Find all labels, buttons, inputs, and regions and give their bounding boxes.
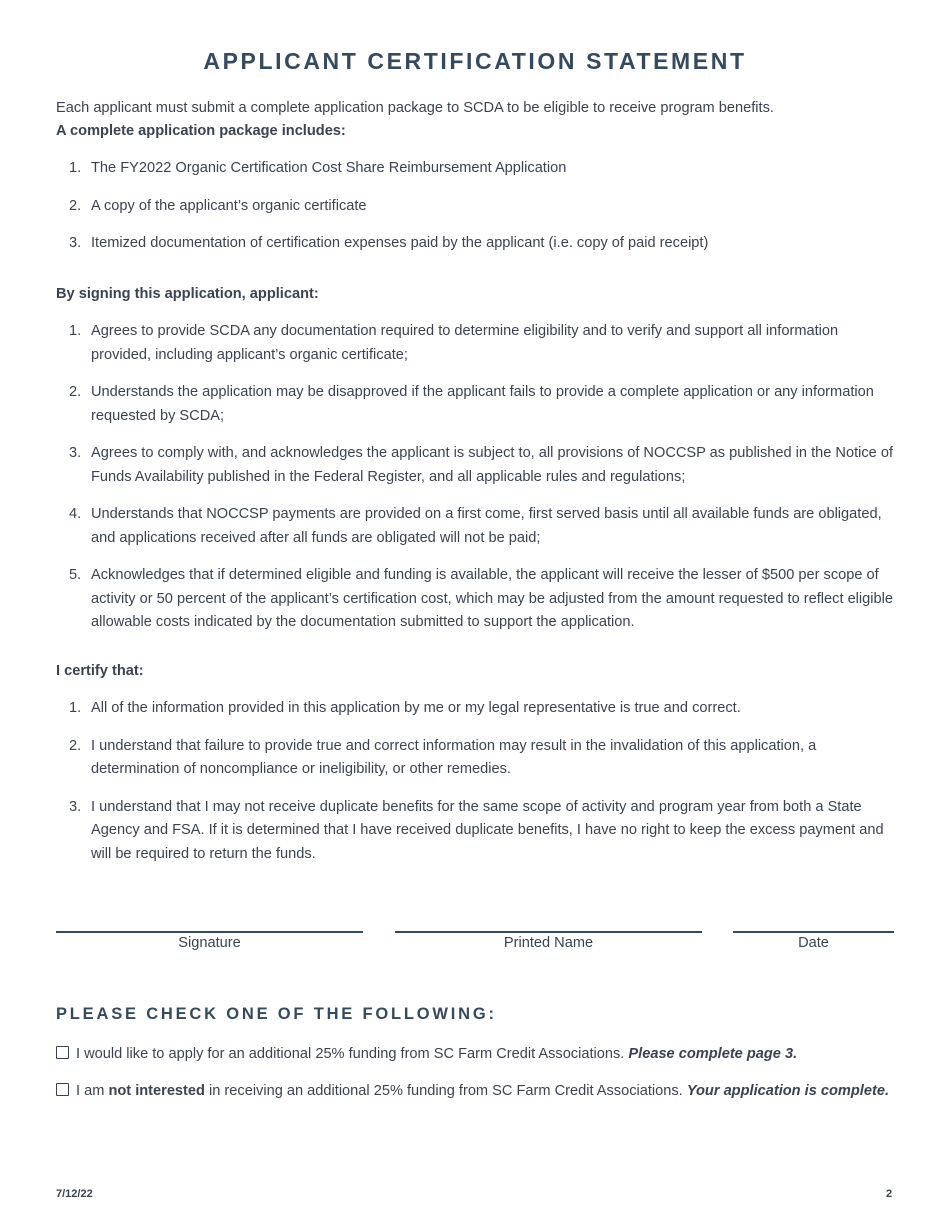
list-item: 3. I understand that I may not receive duplicate benefits for the same scope of activity and program year from both a State Agency and FSA. If it is determined that I have received duplicate benefits, I have no right to keep the excess payment and will be required to return the funds. (69, 798, 884, 862)
signature-label: Signature (178, 935, 241, 951)
footer-date: 7/12/22 (56, 1188, 93, 1200)
signing-heading: By signing this application, applicant: (56, 286, 319, 302)
list-item: 2. A copy of the applicant’s organic certificate (69, 197, 367, 214)
list-item: 4. Understands that NOCCSP payments are provided on a first come, first served basis until all available funds are obligated, and applications received after all funds are obligated will not be paid; (69, 506, 882, 546)
option-not-interested[interactable]: I am not interested in receiving an additional 25% funding from SC Farm Credit Associations. Your application is complete. (56, 1080, 889, 1102)
package-list (56, 157, 901, 256)
signing-list (56, 320, 901, 635)
page-title: APPLICANT CERTIFICATION STATEMENT (203, 48, 747, 74)
checkbox[interactable] (56, 1083, 69, 1096)
certify-heading: I certify that: (56, 663, 144, 679)
list-item: 3. Agrees to comply with, and acknowledges the applicant is subject to, all provisions of NOCCSP as published in the Notice of Funds Availability published in the Federal Register, and all applicable rules and regulations; (69, 445, 894, 485)
list-item: 2. I understand that failure to provide true and correct information may result in the invalidation of this application, a determination of noncompliance or ineligibility, or other remedies. (69, 737, 817, 777)
page-number: 2 (886, 1188, 893, 1200)
package-heading: A complete application package includes: (56, 123, 346, 139)
check-heading: PLEASE CHECK ONE OF THE FOLLOWING: (56, 1005, 497, 1023)
checkbox[interactable] (56, 1046, 69, 1059)
printed-name-label: Printed Name (503, 935, 594, 951)
list-item: 1. All of the information provided in this application by me or my legal representative is true and correct. (69, 700, 741, 716)
date-label: Date (798, 935, 829, 951)
list-item: 3. Itemized documentation of certification expenses paid by the applicant (i.e. copy of paid receipt) (69, 235, 709, 251)
list-item: 2. Understands the application may be disapproved if the applicant fails to provide a complete application or any information requested by SCDA; (69, 384, 874, 424)
intro-text: Each applicant must submit a complete application package to SCDA to be eligible to receive program benefits. (56, 100, 774, 116)
list-item: 1. Agrees to provide SCDA any documentation required to determine eligibility and to verify and support all information provided, including applicant’s organic certificate; (69, 323, 839, 363)
certify-list (56, 697, 901, 866)
list-item: 5. Acknowledges that if determined eligible and funding is available, the applicant will receive the lesser of $500 per scope of activity or 50 percent of the applicant’s certification cost, which may be adjusted from the amount requested to reflect eligible allowable costs indicated by the documentation submitted to support the application. (69, 567, 894, 630)
option-apply-additional-funding[interactable]: I would like to apply for an additional 25% funding from SC Farm Credit Associations. Please complete page 3. (56, 1043, 797, 1065)
list-item: 1. The FY2022 Organic Certification Cost Share Reimbursement Application (69, 160, 567, 176)
